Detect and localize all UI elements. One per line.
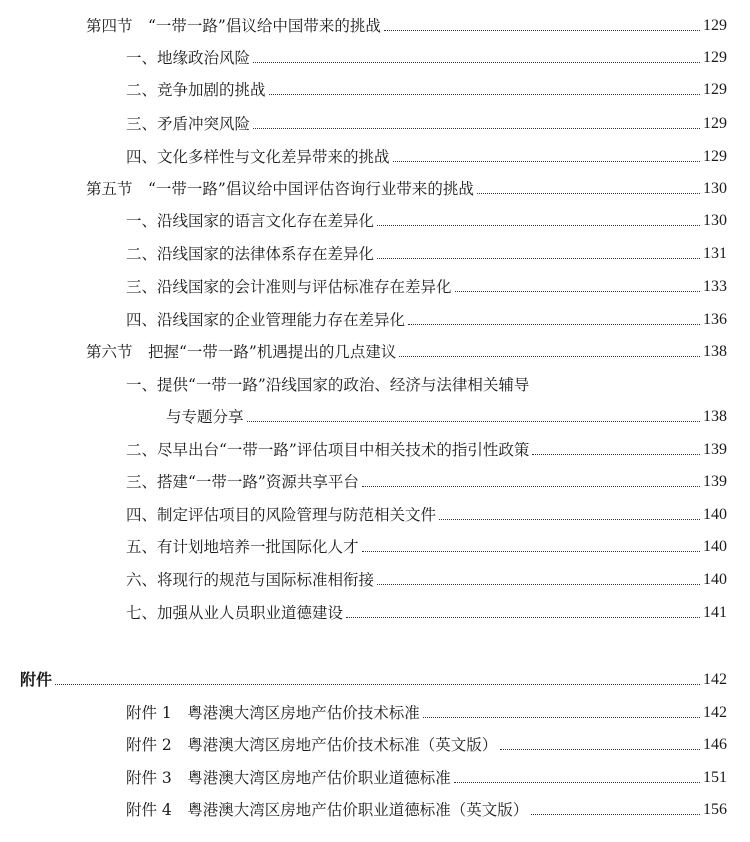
toc-entry-page: 129	[703, 115, 727, 132]
toc-entry-title: 一、沿线国家的语言文化存在差异化	[126, 212, 375, 230]
toc-entry-page: 140	[703, 571, 727, 588]
toc-entry-title: 二、尽早出台“一带一路”评估项目中相关技术的指引性政策	[126, 441, 530, 459]
toc-entry-page: 129	[703, 81, 727, 98]
toc-entry-page: 130	[703, 212, 727, 229]
toc-entry-title: 二、竞争加剧的挑战	[126, 81, 266, 99]
toc-entry-title: 附件 3 粤港澳大湾区房地产估价职业道德标准	[126, 769, 451, 787]
toc-entry-page: 156	[703, 801, 727, 818]
toc-entry-title: 七、加强从业人员职业道德建设	[126, 604, 344, 622]
toc-entry-page: 140	[703, 506, 727, 523]
toc-entry-appendix[interactable]	[20, 670, 727, 690]
toc-entry-page: 139	[703, 441, 727, 458]
leader-dots	[247, 421, 700, 422]
toc-entry-appendix-4[interactable]	[126, 800, 727, 820]
toc-entry-title: 与专题分享	[166, 408, 244, 426]
toc-entry-page: 130	[703, 180, 727, 197]
toc-entry-page: 139	[703, 473, 727, 490]
toc-entry-title: 一、提供“一带一路”沿线国家的政治、经济与法律相关辅导	[126, 376, 530, 394]
toc-entry-multiline-end[interactable]	[166, 407, 727, 427]
toc-entry-section-4[interactable]	[86, 16, 727, 36]
toc-entry-page: 138	[703, 408, 727, 425]
toc-entry-page: 129	[703, 49, 727, 66]
toc-entry-title: 附件	[20, 670, 53, 689]
toc-entry-page: 129	[703, 17, 727, 34]
toc-entry-page: 138	[703, 343, 727, 360]
toc-entry-title: 四、文化多样性与文化差异带来的挑战	[126, 148, 390, 166]
toc-entry-page: 133	[703, 278, 727, 295]
toc-entry-title: 二、沿线国家的法律体系存在差异化	[126, 245, 375, 263]
toc-entry[interactable]	[126, 537, 727, 557]
toc-entry-title: 三、搭建“一带一路”资源共享平台	[126, 473, 359, 491]
toc-entry-page: 151	[703, 769, 727, 786]
toc-entry[interactable]	[126, 472, 727, 492]
toc-entry-section-5[interactable]	[86, 179, 727, 199]
toc-entry[interactable]	[126, 440, 727, 460]
toc-entry-appendix-2[interactable]	[126, 735, 727, 755]
toc-entry[interactable]	[126, 310, 727, 330]
toc-entry[interactable]	[126, 80, 727, 100]
toc-entry-page: 131	[703, 245, 727, 262]
toc-entry-title: 四、制定评估项目的风险管理与防范相关文件	[126, 506, 437, 524]
toc-entry[interactable]	[126, 570, 727, 590]
toc-entry-title: 附件 1 粤港澳大湾区房地产估价技术标准	[126, 704, 420, 722]
toc-entry-page: 142	[703, 671, 727, 688]
toc-entry-section-6[interactable]	[86, 342, 727, 362]
toc-entry[interactable]	[126, 244, 727, 264]
leader-dots	[423, 717, 700, 718]
leader-dots	[362, 551, 700, 552]
toc-entry-title: 六、将现行的规范与国际标准相衔接	[126, 571, 375, 589]
toc-entry-title: 附件 4 粤港澳大湾区房地产估价职业道德标准（英文版）	[126, 801, 529, 819]
toc-entry[interactable]	[126, 147, 727, 167]
leader-dots	[346, 617, 700, 618]
leader-dots	[393, 161, 700, 162]
leader-dots	[377, 258, 700, 259]
leader-dots	[439, 519, 700, 520]
toc-entry-title: 一、地缘政治风险	[126, 49, 251, 67]
leader-dots	[384, 30, 700, 31]
toc-entry[interactable]	[126, 505, 727, 525]
leader-dots	[408, 324, 700, 325]
leader-dots	[455, 291, 700, 292]
toc-entry-title: 附件 2 粤港澳大湾区房地产估价技术标准（英文版）	[126, 736, 498, 754]
toc-entry-title: 三、矛盾冲突风险	[126, 115, 251, 133]
leader-dots	[377, 225, 700, 226]
leader-dots	[362, 486, 700, 487]
toc-entry-page: 140	[703, 538, 727, 555]
leader-dots	[454, 782, 700, 783]
toc-entry-title: 第四节 “一带一路”倡议给中国带来的挑战	[86, 17, 381, 35]
toc-entry-appendix-3[interactable]	[126, 768, 727, 788]
toc-entry-multiline-start[interactable]	[126, 375, 727, 395]
leader-dots	[531, 814, 700, 815]
toc-entry-title: 第五节 “一带一路”倡议给中国评估咨询行业带来的挑战	[86, 180, 474, 198]
toc-entry-page: 141	[703, 604, 727, 621]
leader-dots	[477, 193, 700, 194]
leader-dots	[500, 749, 700, 750]
toc-entry-page: 129	[703, 148, 727, 165]
leader-dots	[399, 356, 700, 357]
toc-entry[interactable]	[126, 114, 727, 134]
toc-entry-title: 五、有计划地培养一批国际化人才	[126, 538, 359, 556]
leader-dots	[55, 684, 700, 685]
leader-dots	[253, 62, 700, 63]
toc-entry-appendix-1[interactable]	[126, 703, 727, 723]
leader-dots	[377, 584, 700, 585]
toc-entry-title: 三、沿线国家的会计准则与评估标准存在差异化	[126, 278, 452, 296]
toc-entry-page: 136	[703, 311, 727, 328]
toc-entry[interactable]	[126, 603, 727, 623]
toc-entry-page: 142	[703, 704, 727, 721]
leader-dots	[269, 94, 700, 95]
toc-entry[interactable]	[126, 48, 727, 68]
toc-entry-title: 第六节 把握“一带一路”机遇提出的几点建议	[86, 343, 397, 361]
toc-entry[interactable]	[126, 277, 727, 297]
toc-entry-page: 146	[703, 736, 727, 753]
toc-entry-title: 四、沿线国家的企业管理能力存在差异化	[126, 311, 406, 329]
toc-entry[interactable]	[126, 211, 727, 231]
leader-dots	[532, 454, 700, 455]
leader-dots	[253, 128, 700, 129]
